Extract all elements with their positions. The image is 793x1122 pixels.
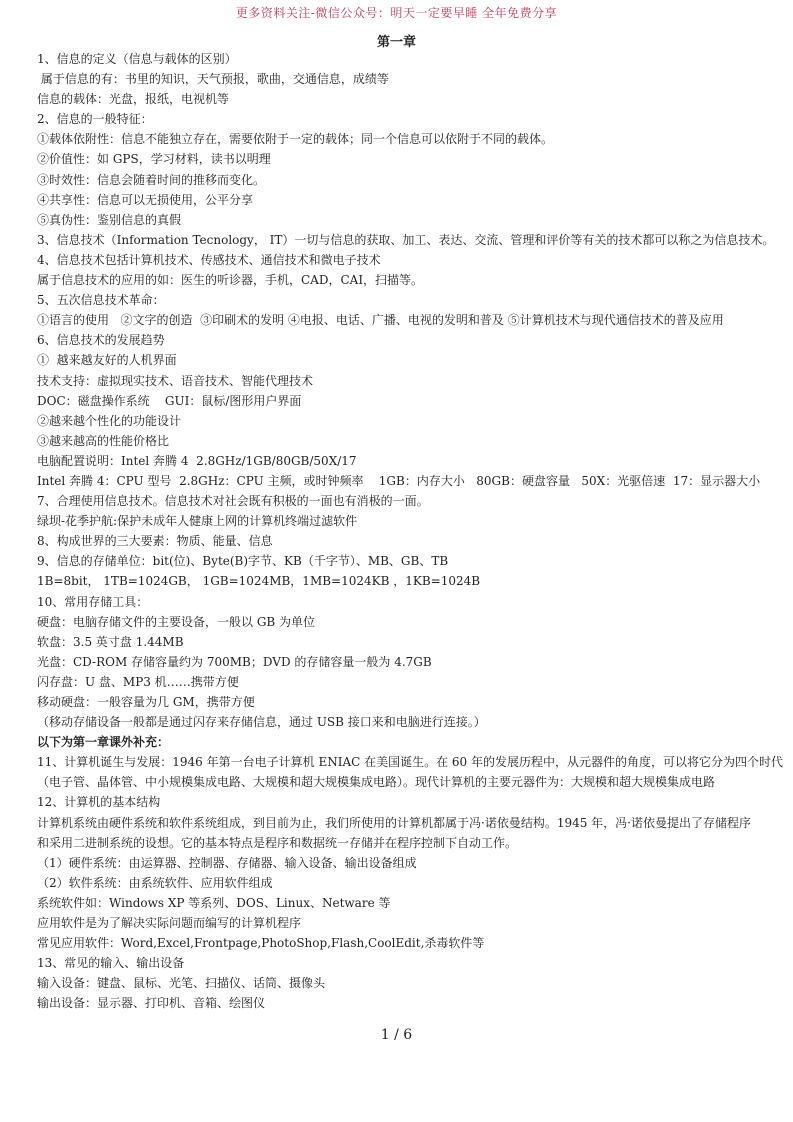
text-line: Intel 奔腾 4：CPU 型号 2.8GHz：CPU 主频，或时钟频率 1GB：内存大小 80GB：硬盘容量 50X：光驱倍速 17：显示器大小 — [37, 473, 761, 488]
text-line: （电子管、晶体管、中小规模集成电路、大规模和超大规模集成电路）。现代计算机的主要元器件为：大规模和超大规模集成电路 — [37, 775, 716, 790]
text-line: 电脑配置说明：Intel 奔腾 4 2.8GHz/1GB/80GB/50X/17 — [37, 453, 357, 468]
text-line: 移动硬盘：一般容量为几 GM，携带方便 — [37, 695, 255, 709]
text-line: 软盘：3.5 英寸盘 1.44MB — [37, 634, 184, 649]
text-line: 系统软件如：Windows XP 等系列、DOS、Linux、Netware 等 — [37, 895, 391, 910]
text-line: 光盘：CD-ROM 存储容量约为 700MB；DVD 的存储容量一般为 4.7GB — [37, 654, 432, 669]
text-line: ①语言的使用 ②文字的创造 ③印刷术的发明 ④电报、电话、广播、电视的发明和普及 ⑤计算机技术与现代通信技术的普及应用 — [37, 313, 724, 328]
text-line: ②价值性：如 GPS，学习材料，读书以明理 — [37, 152, 271, 167]
text-line: 信息的载体：光盘，报纸，电视机等 — [37, 92, 230, 107]
text-line: ②越来越个性化的功能设计 — [37, 413, 182, 428]
text-line: 4、信息技术包括计算机技术、传感技术、通信技术和微电子技术 — [37, 252, 381, 267]
header-banner: 更多资料关注-微信公众号：明天一定要早睡 全年免费分享 — [235, 6, 558, 20]
page-number: 1 / 6 — [380, 1027, 413, 1043]
text-line: 闪存盘：U 盘、MP3 机……携带方便 — [37, 674, 239, 689]
text-line: 和采用二进制系统的设想。它的基本特点是程序和数据统一存储并在程序控制下自动工作。 — [37, 835, 518, 850]
text-line: 绿坝-花季护航:保护未成年人健康上网的计算机终端过滤软件 — [37, 514, 358, 529]
text-line: 硬盘：电脑存储文件的主要设备，一般以 GB 为单位 — [37, 614, 316, 629]
text-line: 8、构成世界的三大要素：物质、能量、信息 — [37, 534, 273, 549]
section-heading: 以下为第一章课外补充： — [37, 735, 170, 750]
text-line: （移动存储设备一般都是通过闪存来存储信息，通过 USB 接口来和电脑进行连接。） — [37, 715, 486, 730]
text-line: 技术支持：虚拟现实技术、语音技术、智能代理技术 — [37, 373, 314, 388]
text-line: ③时效性：信息会随着时间的推移而变化。 — [37, 172, 266, 187]
text-line: ④共享性：信息可以无损使用，公平分享 — [37, 192, 254, 207]
text-line: 2、信息的一般特征： — [37, 112, 153, 127]
text-line: 属于信息的有：书里的知识，天气预报，歌曲，交通信息，成绩等 — [37, 72, 389, 87]
text-line: 属于信息技术的应用的如：医生的听诊器，手机，CAD，CAI，扫描等。 — [37, 273, 424, 288]
text-line: 5、五次信息技术革命： — [37, 293, 165, 308]
text-line: （2）软件系统：由系统软件、应用软件组成 — [37, 875, 273, 890]
chapter-title: 第一章 — [376, 35, 416, 50]
text-line: 13、常见的输入、输出设备 — [37, 956, 185, 971]
text-line: 1、信息的定义（信息与载体的区别） — [37, 52, 237, 66]
text-line: 应用软件是为了解决实际问题而编写的计算机程序 — [37, 916, 302, 931]
text-line: DOC：磁盘操作系统 GUI：鼠标/图形用户界面 — [37, 393, 302, 408]
text-line: 输出设备：显示器、打印机、音箱、绘图仪 — [37, 996, 266, 1011]
text-line: 常见应用软件：Word,Excel,Frontpage,PhotoShop,Flash,CoolEdit,杀毒软件等 — [37, 936, 485, 951]
text-line: ③越来越高的性能价格比 — [37, 433, 170, 448]
text-line: 11、计算机诞生与发展：1946 年第一台电子计算机 ENIAC 在美国诞生。在 60 年的发展历程中，从元器件的角度，可以将它分为四个时代 — [37, 755, 784, 770]
text-line: 12、计算机的基本结构 — [37, 795, 161, 810]
document-body — [37, 49, 784, 1014]
text-line: （1）硬件系统：由运算器、控制器、存储器、输入设备、输出设备组成 — [37, 855, 417, 870]
text-line: ①载体依附性：信息不能独立存在，需要依附于一定的载体；同一个信息可以依附于不同的载体。 — [37, 132, 554, 147]
text-line: 输入设备：键盘、鼠标、光笔、扫描仪、话筒、摄像头 — [37, 976, 326, 991]
text-line: 6、信息技术的发展趋势 — [37, 333, 165, 348]
text-line: 3、信息技术（Information Tecnology， IT）一切与信息的获取、加工、表达、交流、管理和评价等有关的技术都可以称之为信息技术。 — [37, 232, 775, 247]
text-line: 9、信息的存储单位：bit(位)、Byte(B)字节、KB（千字节）、MB、GB、TB — [37, 554, 449, 569]
text-line: ① 越来越友好的人机界面 — [37, 353, 177, 368]
text-line: 10、常用存储工具： — [37, 594, 149, 609]
text-line: 计算机系统由硬件系统和软件系统组成，到目前为止，我们所使用的计算机都属于冯·诺依曼结构。1945 年，冯·诺依曼提出了存储程序 — [37, 815, 751, 830]
text-line: 7、合理使用信息技术。信息技术对社会既有积极的一面也有消极的一面。 — [37, 494, 429, 509]
text-line: 1B=8bit， 1TB=1024GB， 1GB=1024MB，1MB=1024KB ，1KB=1024B — [37, 574, 481, 589]
text-line: ⑤真伪性：鉴别信息的真假 — [37, 212, 182, 227]
